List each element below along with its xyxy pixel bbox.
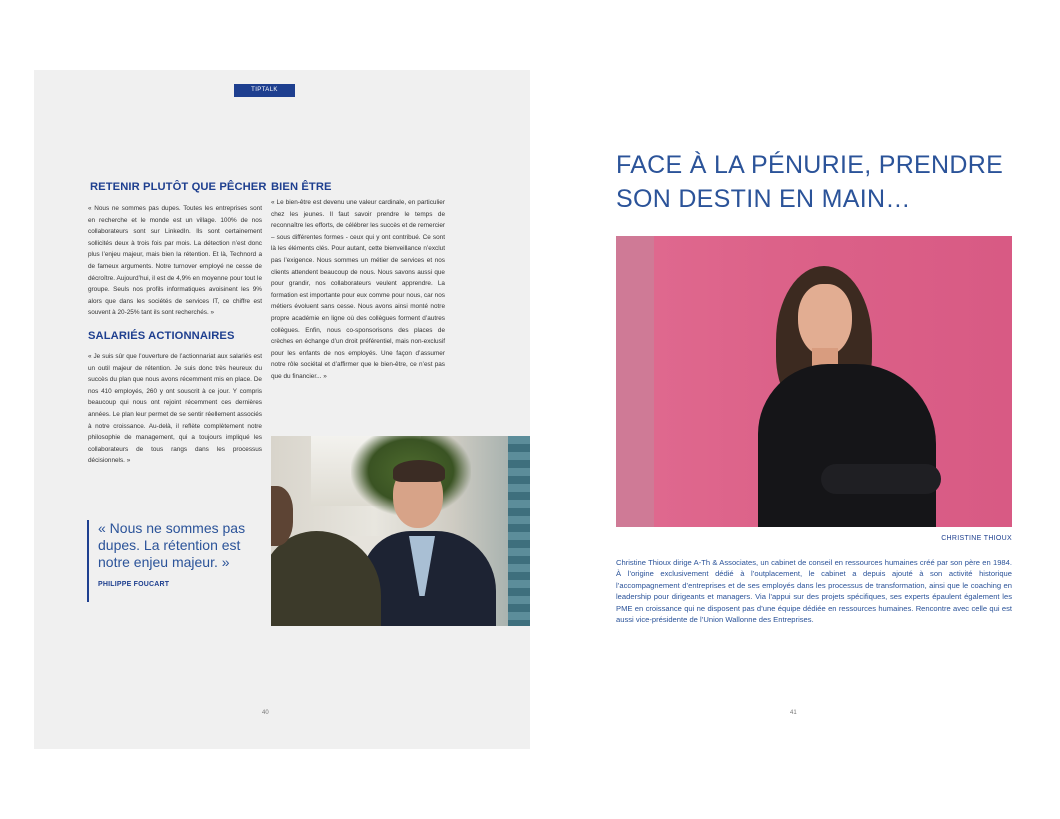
heading-retenir: RETENIR PLUTÔT QUE PÊCHER: [90, 181, 267, 193]
office-photo: [271, 436, 530, 626]
portrait-photo: [616, 236, 1012, 527]
portrait-sweater: [758, 364, 936, 527]
heading-bien-etre: BIEN ÊTRE: [271, 181, 332, 193]
photo-man-hair: [393, 460, 445, 482]
body-retenir: « Nous ne sommes pas dupes. Toutes les entreprises sont en recherche et le monde est un village. 100% de nos collaborateurs sont sur LinkedIn. Ils sont certainement sollicités deux à trois fois par mois. La détection n’est donc plus l’enjeu majeur, mais bien la rétention. Et là, Technord a de fameux arguments. Notre turnover employé ne cesse de décroître. Aujourd’hui, il est de 4,9% en moyenne pour tout le groupe. Seuls nos profils informatiques avoisinent les 9% alors que dans les sociétés de services IT, ce chiffre est souvent à 20-25% tant ils sont recherchés. »: [88, 205, 262, 317]
portrait-edge: [616, 236, 654, 527]
pull-quote-author: PHILIPPE FOUCART: [98, 581, 170, 588]
section-tag: TIPTALK: [234, 84, 295, 97]
photo-caption: CHRISTINE THIOUX: [941, 535, 1012, 542]
right-column: [271, 180, 445, 383]
page-number-left: 40: [262, 710, 269, 716]
article-title: FACE À LA PÉNURIE, PRENDRE SON DESTIN EN MAIN…: [616, 151, 1004, 213]
intro-paragraph: Christine Thioux dirige A-Th & Associates, un cabinet de conseil en ressources humaines créé par son père en 1984. À l’origine exclusivement dédié à l’outplacement, le cabinet a depuis ajouté à son activité historique l’accompagnement d’entreprises et de ses employés dans les processus de transformation, ainsi que le coaching en leadership pour dirigeants et managers. Via l’appui sur des projets spécifiques, ses experts épaulent également les PME en croissance qui ne disposent pas d’une équipe dédiée en ressources humaines. Rencontre avec celle qui est aussi vice-présidente de l’Union Wallonne des Entreprises.: [616, 558, 1012, 625]
pull-quote-text: « Nous ne sommes pas dupes. La rétention est notre enjeu majeur. »: [98, 520, 246, 570]
body-bien-etre: « Le bien-être est devenu une valeur cardinale, en particulier chez les jeunes. Il faut savoir prendre le temps de reconnaître les efforts, de célébrer les succès et de remercier – sous différentes formes - ceux qui y ont contribué. Ce sont là les éléments clés. Pour autant, cette bienveillance n’exclut pas l’exigence. Nous sommes un métier de services et nos clients attendent beaucoup de nous. Nous savons aussi que pour grandir, nos collaborateurs veulent apprendre. La formation est importante pour eux comme pour nous, car nos métiers évoluent sans cesse. Nous avons ainsi monté notre propre académie en ligne où des collègues forment d’autres collègues. Enfin, nous co-sponsorisons des places de crèches en échange d’un droit préférentiel, mais non-exclusif pour les enfants de nos employés. Une façon d’assumer notre rôle sociétal et d’affirmer que le bien-être, ce n’est pas que du financier... »: [271, 199, 445, 380]
left-page: [34, 70, 530, 749]
left-column: [88, 180, 267, 467]
page-number-right: 41: [790, 710, 797, 716]
pull-quote: [87, 520, 257, 602]
portrait-crossed-arms: [821, 464, 941, 494]
heading-salaries: SALARIÉS ACTIONNAIRES: [88, 329, 235, 342]
portrait-face: [798, 284, 852, 356]
body-salaries: « Je suis sûr que l’ouverture de l’actionnariat aux salariés est un outil majeur de rétention. Je suis donc très heureux du succès du plan que nous avons récemment mis en place. De nos 410 employés, 260 y ont souscrit à ce jour. Y compris beaucoup qui nous ont rejoint récemment ces dernières années. Le plan leur permet de se sentir réellement associés à notre croissance. Au-delà, il reflète complètement notre philosophie de management, qui a toujours impliqué les collaborateurs de tous rangs dans les processus décisionnels. »: [88, 352, 262, 465]
photo-shelf: [508, 436, 530, 626]
